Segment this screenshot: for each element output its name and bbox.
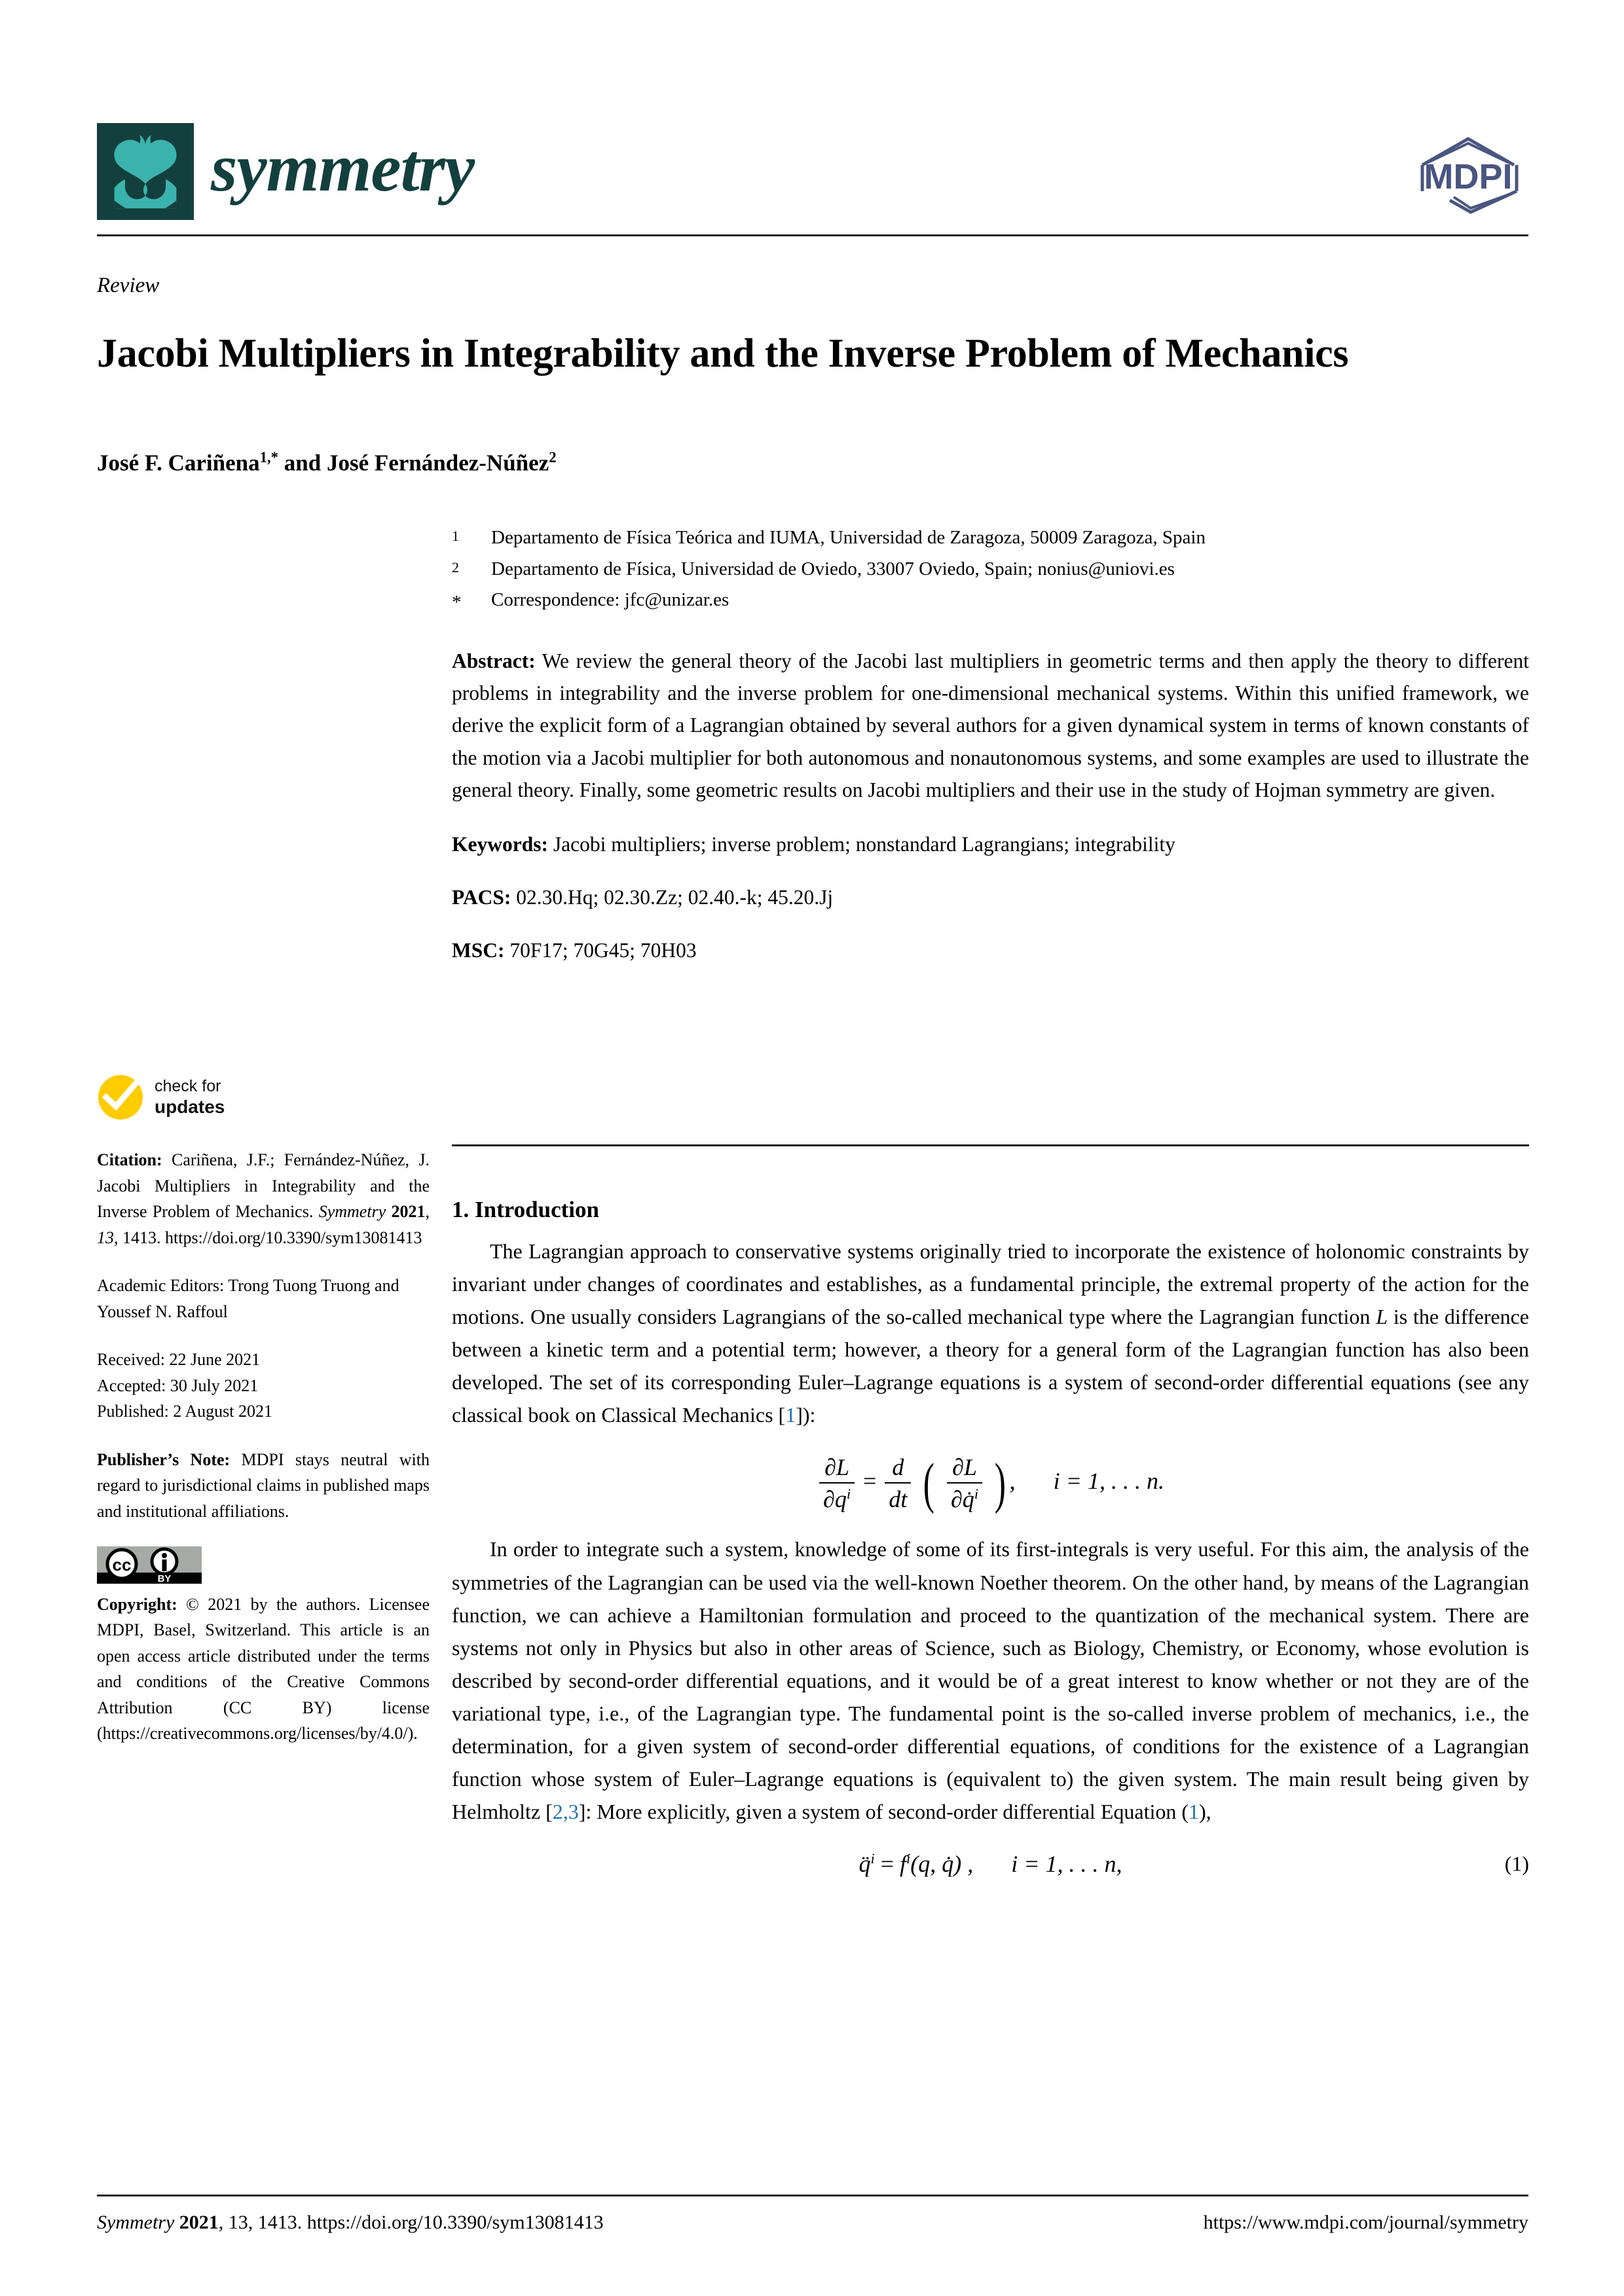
eq-den-index: i xyxy=(974,1485,979,1503)
para1-part-a: The Lagrangian approach to conservative systems originally tried to incorporate the existence of holonomic constraints by invariant under changes of coordinates and establishes, as a fundamental principle, the extremal property of the action for the motions. One usually considers Lagrangians of the so-called mechanical type where the Lagrangian function xyxy=(452,1239,1529,1329)
affiliation-item xyxy=(452,524,1529,553)
keywords xyxy=(452,829,1529,860)
pacs-text: 02.30.Hq; 02.30.Zz; 02.40.-k; 45.20.Jj xyxy=(516,886,834,909)
author-name-2: José Fernández-Núñez xyxy=(326,450,549,476)
section-heading-introduction: 1. Introduction xyxy=(452,1197,599,1222)
front-matter xyxy=(452,524,1529,966)
abstract-label: Abstract: xyxy=(452,649,536,672)
footer-rest: , 13, 1413. https://doi.org/10.3390/sym13081413 xyxy=(218,2212,604,2233)
msc-text: 70F17; 70G45; 70H03 xyxy=(509,939,697,962)
msc xyxy=(452,935,1529,966)
copyright-label: Copyright: xyxy=(97,1594,177,1614)
check-line-1: check for xyxy=(155,1076,221,1095)
pacs xyxy=(452,882,1529,913)
copyright-text: © 2021 by the authors. Licensee MDPI, Basel, Switzerland. This article is an open access article distributed under the terms and conditions of the Creative Commons Attribution (CC BY) license (https://creativecommons.org/licenses/by/4.0/). xyxy=(97,1594,430,1743)
abstract xyxy=(452,645,1529,807)
correspondence-item xyxy=(452,586,1529,617)
author-conjunction: and xyxy=(278,450,327,476)
affiliation-text: Departamento de Física, Universidad de Oviedo, 33007 Oviedo, Spain; nonius@uniovi.es xyxy=(491,558,1175,579)
eq-right-paren: ) xyxy=(994,1451,1006,1515)
eq1-function xyxy=(900,1851,910,1877)
eq-den-base: ∂q xyxy=(823,1486,847,1513)
eq-left-paren: ( xyxy=(923,1451,935,1515)
eq-denominator xyxy=(819,1484,855,1513)
equation-euler-lagrange xyxy=(452,1453,1529,1513)
keywords-label: Keywords: xyxy=(452,832,548,856)
body-divider xyxy=(452,1144,1529,1146)
eq-denominator xyxy=(947,1484,982,1513)
header-divider xyxy=(97,234,1528,236)
article-type: Review xyxy=(97,274,160,297)
eq-numerator: ∂L xyxy=(819,1453,855,1484)
check-line-2: updates xyxy=(155,1097,225,1118)
equation-1 xyxy=(452,1850,1529,1878)
paragraph-2 xyxy=(452,1533,1529,1828)
affiliation-marker: 1 xyxy=(452,528,459,544)
citation-journal: Symmetry xyxy=(318,1202,386,1222)
eq-den-base: ∂q̇ xyxy=(951,1486,974,1513)
eq-numerator: ∂L xyxy=(947,1453,982,1484)
publishers-note-label: Publisher’s Note: xyxy=(97,1449,231,1469)
page-title: Jacobi Multipliers in Integrability and the Inverse Problem of Mechanics xyxy=(97,331,1349,376)
eq1-equals-sign: = xyxy=(880,1851,894,1878)
citation-label: Citation: xyxy=(97,1150,162,1169)
creative-commons-by-icon[interactable] xyxy=(97,1555,202,1588)
eq1-index-range: i = 1, . . . n, xyxy=(1011,1851,1122,1878)
msc-label: MSC: xyxy=(452,939,505,962)
mdpi-logo-icon[interactable] xyxy=(1411,131,1528,217)
citation-volume: 13 xyxy=(97,1228,114,1247)
svg-text:cc: cc xyxy=(112,1555,132,1575)
footer-journal: Symmetry xyxy=(97,2212,175,2233)
eq-den-index: i xyxy=(846,1485,851,1503)
svg-text:BY: BY xyxy=(157,1573,172,1584)
citation-link-1[interactable]: 1 xyxy=(785,1403,796,1427)
equation-number: (1) xyxy=(1504,1851,1529,1876)
publishers-note-text: MDPI stays neutral with regard to jurisdictional claims in published maps and institutional affiliations. xyxy=(97,1449,430,1521)
journal-logo[interactable] xyxy=(97,123,474,220)
article-body xyxy=(452,1197,1529,1897)
eq-denominator: dt xyxy=(889,1486,908,1513)
eq1-f-base: f xyxy=(900,1851,907,1878)
author-1-affil-marker: 1,* xyxy=(259,449,279,465)
check-circle-icon xyxy=(97,1074,144,1121)
affiliation-text: Departamento de Física Teórica and IUMA, Universidad de Zaragoza, 50009 Zaragoza, Spain xyxy=(491,527,1206,548)
date-received: Received: 22 June 2021 xyxy=(97,1350,261,1370)
eq-fraction-dL-dq xyxy=(819,1453,855,1513)
citation-article-number: 1413 xyxy=(122,1228,157,1247)
keywords-text: Jacobi multipliers; inverse problem; nonstandard Lagrangians; integrability xyxy=(553,832,1175,856)
citation-link-2-3[interactable]: 2,3 xyxy=(552,1800,579,1824)
svg-text:MDPI: MDPI xyxy=(1424,157,1513,196)
eq1-arguments: (q, q̇) , xyxy=(910,1851,974,1878)
date-published: Published: 2 August 2021 xyxy=(97,1402,272,1421)
footer-year: 2021 xyxy=(179,2212,219,2233)
page-footer xyxy=(97,2212,1528,2234)
correspondence-text: Correspondence: jfc@unizar.es xyxy=(491,589,729,610)
copyright-block xyxy=(97,1592,430,1747)
para1-part-c: ]): xyxy=(796,1403,816,1427)
eq-comma: , xyxy=(1009,1468,1016,1495)
eq-index-range: i = 1, . . . n. xyxy=(1053,1468,1164,1495)
academic-editors: Academic Editors: Trong Tuong Truong and Youssef N. Raffoul xyxy=(97,1276,399,1321)
paragraph-1 xyxy=(452,1235,1529,1431)
citation-year: 2021 xyxy=(391,1202,426,1222)
citation-doi[interactable]: https://doi.org/10.3390/sym13081413 xyxy=(165,1228,422,1247)
citation-authors: Cariñena, J.F.; Fernández-Núñez, J. xyxy=(172,1150,430,1169)
author-name-1: José F. Cariñena xyxy=(97,450,260,476)
pacs-label: PACS: xyxy=(452,886,511,909)
eq1-lhs-base: q̈ xyxy=(858,1851,871,1878)
equation-link-1[interactable]: 1 xyxy=(1189,1800,1199,1824)
sidebar xyxy=(97,1074,430,1769)
publication-dates xyxy=(97,1347,430,1425)
para2-part-a: In order to integrate such a system, knowledge of some of its first-integrals is very useful. For this aim, the analysis of the symmetries of the Lagrangian can be used via the well-known Noether theorem. On the other hand, by means of the Lagrangian function, we can achieve a Hamiltonian formulation and proceed to the quantization of the mechanical system. There are systems not only in Physics but also in other areas of Science, such as Biology, Chemistry, or Economy, whose evolution is described by second-order differential equations, and it would be of a great interest to know whether or not they are of the variational type, i.e., of the Lagrangian type. The fundamental point is the so-called inverse problem of mechanics, i.e., the determination, for a given system of second-order differential equations, of conditions for the existence of a Lagrangian function whose system of Euler–Lagrange equations is (equivalent to) the given system. The main result being given by Helmholtz [ xyxy=(452,1537,1529,1824)
citation-title: Jacobi Multipliers in Integrability and the Inverse Problem of Mechanics. xyxy=(97,1176,430,1222)
eq-equals-sign: = xyxy=(863,1468,877,1495)
publishers-note xyxy=(97,1447,430,1525)
author-list xyxy=(97,449,557,477)
para1-part-b: is the difference between a kinetic term and a potential term; however, a theory for a general form of the Lagrangian function has also been developed. The set of its corresponding Euler–Lagrange equations is a system of second-order differential equations (see any classical book on Classical Mechanics [ xyxy=(452,1305,1530,1427)
affiliation-item xyxy=(452,555,1529,584)
crossmark-check-for-updates[interactable] xyxy=(97,1074,430,1121)
masthead xyxy=(97,123,1528,234)
eq1-f-index: i xyxy=(906,1850,911,1867)
symmetry-mark-icon xyxy=(97,123,194,220)
abstract-text: We review the general theory of the Jacobi last multipliers in geometric terms and then apply the theory to different problems in integrability and the inverse problem for one-dimensional mechanical systems. Within this unified framework, we derive the explicit form of a Lagrangian obtained by several authors for a given dynamical system in terms of known constants of the motion via a Jacobi multiplier for both autonomous and nonautonomous systems, and some examples are used to illustrate the general theory. Finally, some geometric results on Jacobi multipliers and their use in the study of Hojman symmetry are given. xyxy=(452,649,1530,802)
correspondence-marker: * xyxy=(452,592,462,613)
para2-part-c: ), xyxy=(1199,1800,1211,1824)
footer-journal-url[interactable]: https://www.mdpi.com/journal/symmetry xyxy=(1203,2212,1528,2233)
footer-citation xyxy=(97,2212,604,2234)
journal-name: symmetry xyxy=(211,130,475,206)
math-symbol-L: L xyxy=(1376,1305,1388,1329)
citation-block: Citation: Cariñena, J.F.; Fernández-Núñez, J. Jacobi Multipliers in Integrability and the Inverse Problem of Mechanics. Symmetry 2021, 13, 1413. https://doi.org/10.3390/sym13081413 xyxy=(97,1150,430,1247)
footer-divider xyxy=(97,2195,1528,2196)
affiliation-marker: 2 xyxy=(452,558,459,575)
eq-numerator: d xyxy=(885,1453,911,1484)
check-for-updates-label xyxy=(155,1076,225,1119)
date-accepted: Accepted: 30 July 2021 xyxy=(97,1376,259,1395)
author-2-affil-marker: 2 xyxy=(549,449,557,465)
para2-part-b: ]: More explicitly, given a system of second-order differential Equation ( xyxy=(578,1800,1189,1824)
eq-fraction-dL-dqdot xyxy=(947,1453,982,1513)
eq1-lhs xyxy=(858,1851,874,1877)
eq1-lhs-index: i xyxy=(870,1850,875,1867)
eq-fraction-d-dt xyxy=(885,1453,911,1513)
